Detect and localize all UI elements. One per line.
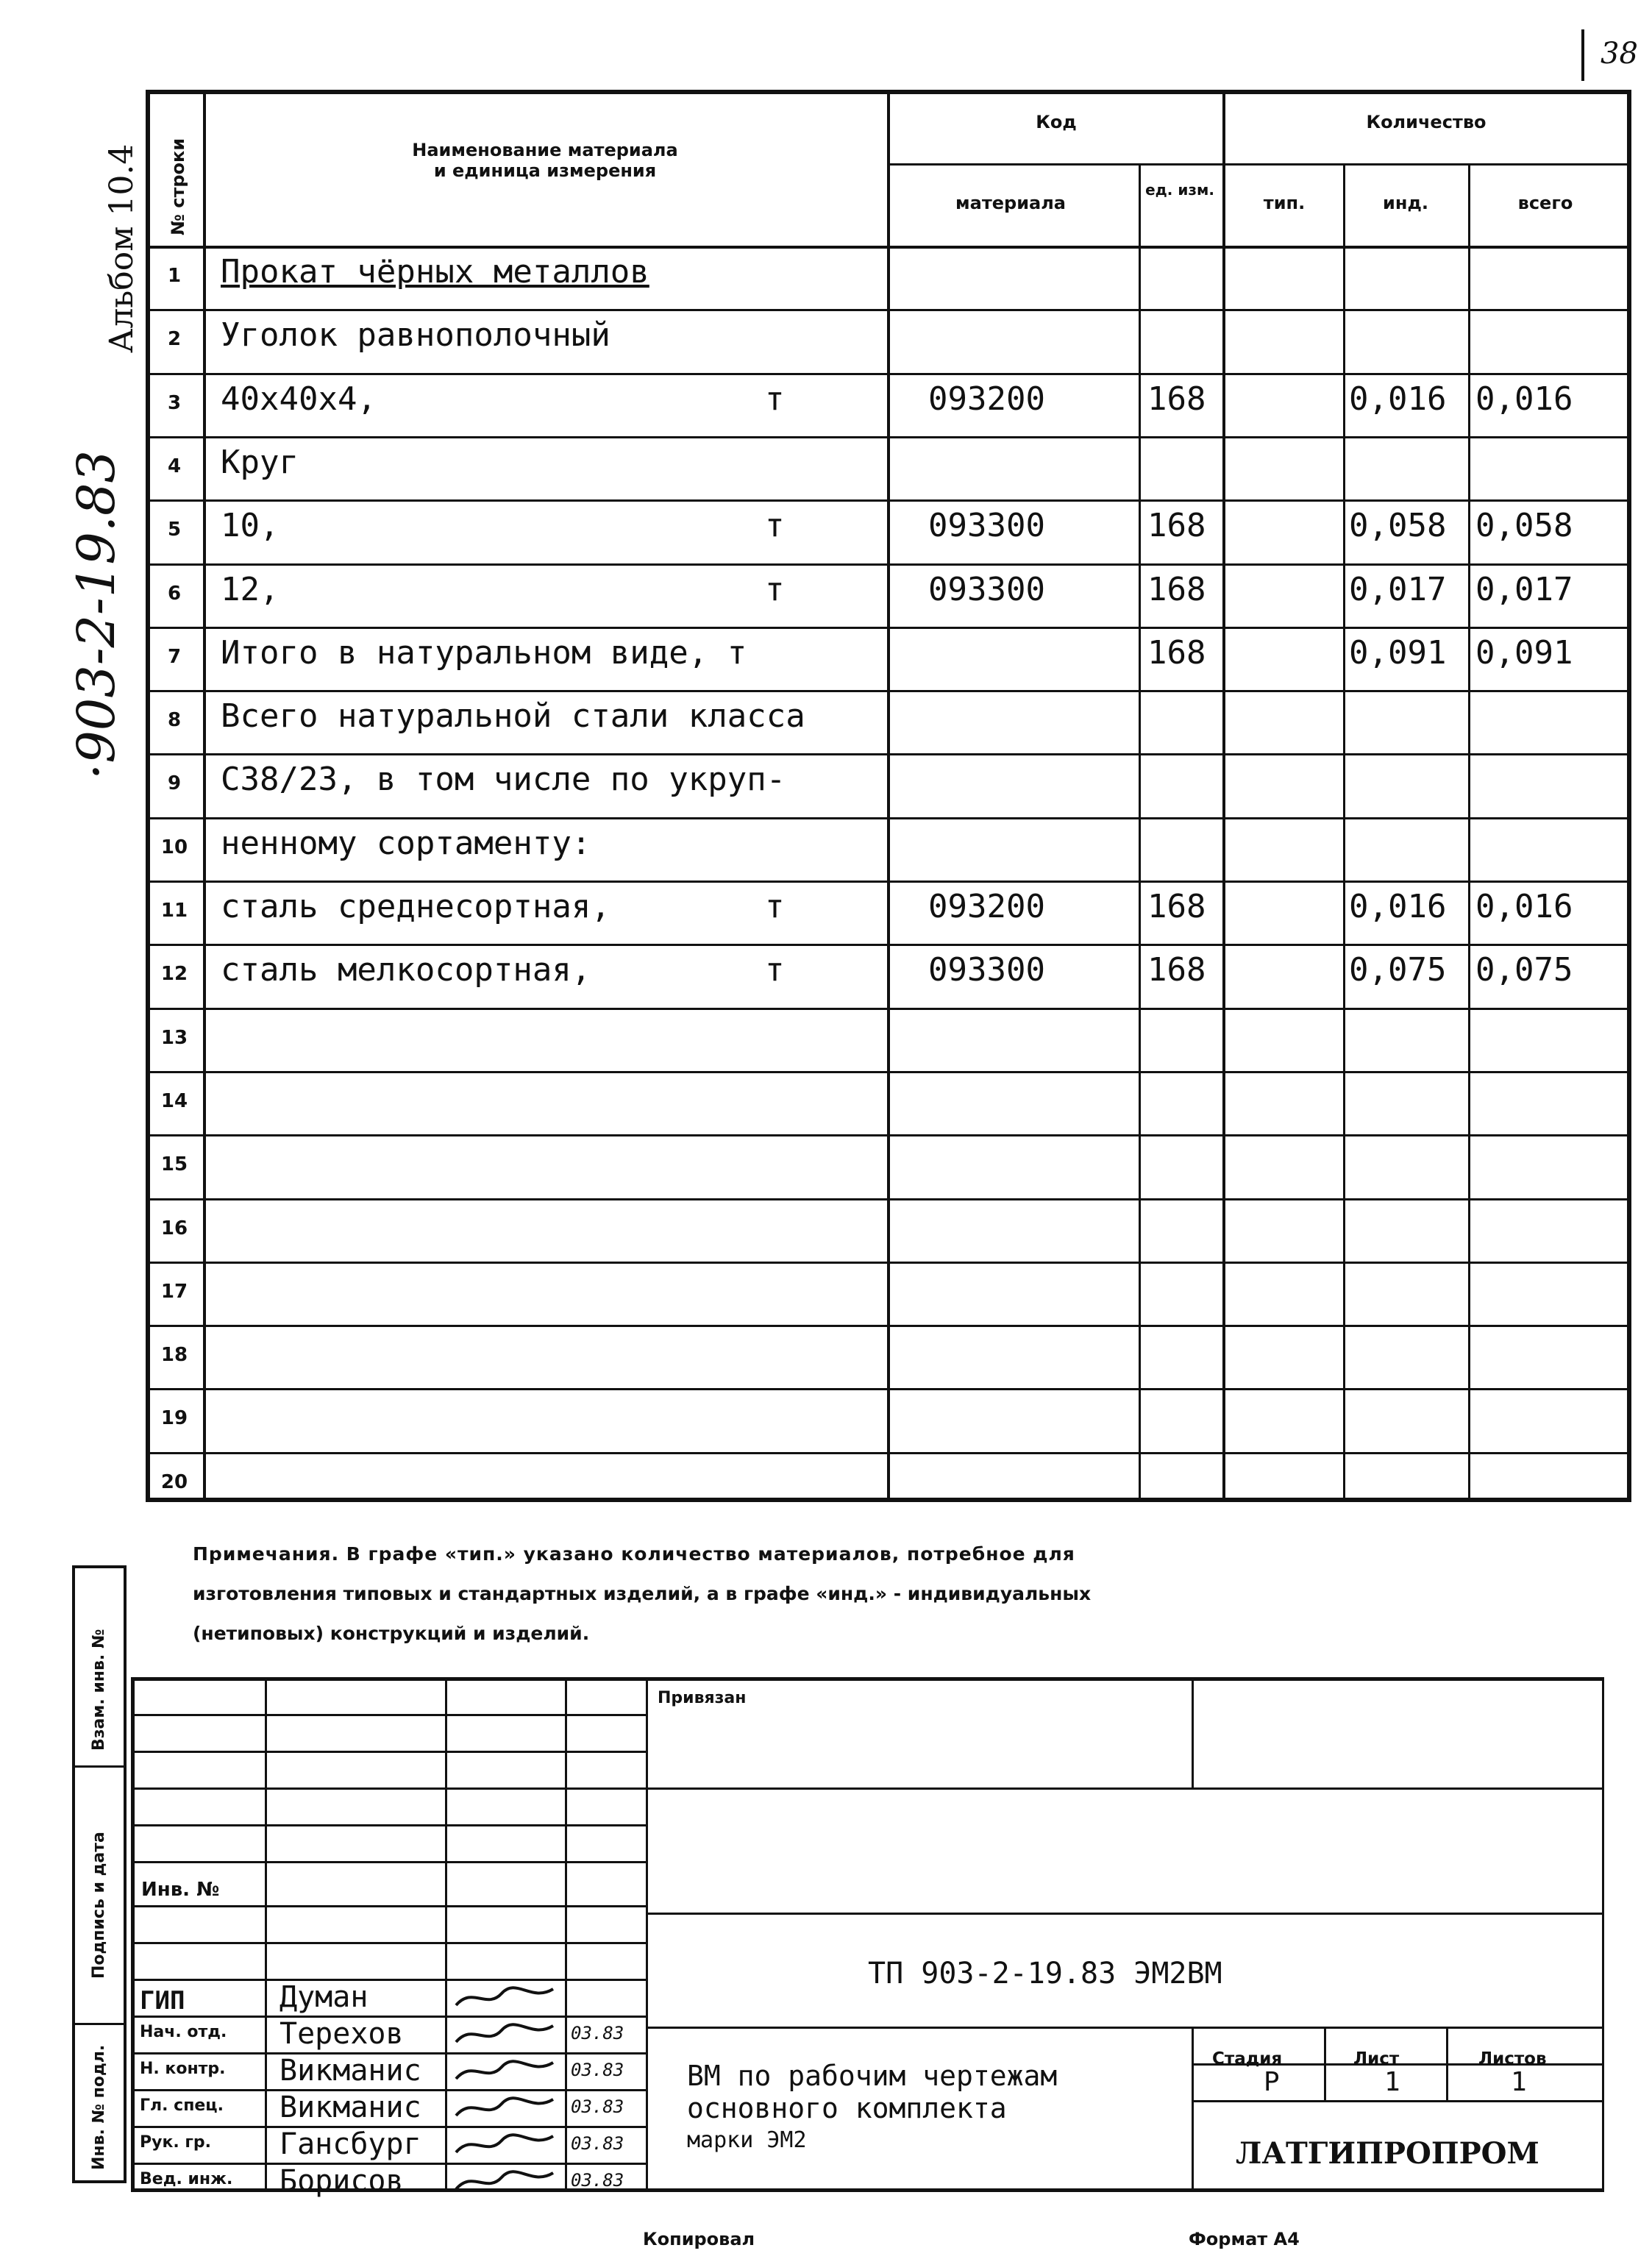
copied-label: Копировал bbox=[643, 2229, 755, 2249]
row-name: ненному сортаменту: bbox=[221, 825, 591, 862]
signer-name: Викманис bbox=[280, 2054, 421, 2088]
row-total: 0,016 bbox=[1475, 380, 1573, 418]
row-ind: 0,017 bbox=[1349, 571, 1447, 608]
row-name: 12, bbox=[221, 571, 280, 608]
row-name: Уголок равнополочный bbox=[221, 316, 610, 354]
value-sheets: 1 bbox=[1511, 2067, 1527, 2097]
row-total: 0,075 bbox=[1475, 951, 1573, 989]
stamp-row-line bbox=[646, 1913, 1602, 1915]
row-number: 15 bbox=[160, 1153, 188, 1175]
signature-icon bbox=[450, 2091, 560, 2124]
row-name: С38/23, в том числе по укруп- bbox=[221, 761, 786, 798]
stamp-row-line bbox=[131, 1905, 646, 1907]
row-number: 19 bbox=[160, 1407, 188, 1429]
header-subline bbox=[887, 163, 1627, 166]
row-number: 13 bbox=[160, 1027, 188, 1049]
row-total: 0,016 bbox=[1475, 888, 1573, 925]
side-label-inv-podl: Инв. № подл. bbox=[90, 2044, 108, 2170]
value-stage: Р bbox=[1264, 2067, 1280, 2097]
stamp-row-line bbox=[131, 1942, 646, 1944]
row-code: 093300 bbox=[928, 571, 1045, 608]
doc-title-line1: ВМ по рабочим чертежам bbox=[687, 2060, 1058, 2092]
row-ind: 0,016 bbox=[1349, 380, 1447, 418]
signature-icon bbox=[450, 2127, 560, 2161]
row-number: 14 bbox=[160, 1090, 188, 1112]
row-unit: т bbox=[765, 951, 785, 989]
page-number: 38 bbox=[1601, 37, 1638, 71]
row-name: 10, bbox=[221, 507, 280, 544]
row-number: 20 bbox=[160, 1471, 188, 1493]
doc-title-line2: основного комплекта bbox=[687, 2092, 1007, 2124]
row-number: 12 bbox=[160, 963, 188, 985]
header-code-unit: ед. изм. bbox=[1145, 181, 1214, 199]
label-sheets: Листов bbox=[1478, 2049, 1547, 2068]
row-unit-code: 168 bbox=[1147, 507, 1206, 544]
signer-name: Гансбург bbox=[280, 2127, 421, 2161]
row-ind: 0,016 bbox=[1349, 888, 1447, 925]
signer-date: 03.83 bbox=[571, 2023, 624, 2043]
row-code: 093300 bbox=[928, 507, 1045, 544]
stamp-col-line bbox=[1192, 1677, 1194, 1787]
row-unit: т bbox=[765, 888, 785, 925]
header-name bbox=[203, 140, 887, 181]
row-number: 17 bbox=[160, 1281, 188, 1303]
margin-divider-2 bbox=[72, 2023, 127, 2025]
signer-date: 03.83 bbox=[571, 2096, 624, 2117]
signer-name: Борисов bbox=[280, 2164, 404, 2198]
stamp-row-line bbox=[131, 1787, 646, 1790]
side-label-podpis: Подпись и дата bbox=[90, 1832, 108, 1979]
row-number: 16 bbox=[160, 1217, 188, 1239]
signer-date: 03.83 bbox=[571, 2170, 624, 2191]
col-line-name bbox=[887, 90, 890, 1502]
signer-role: Рук. гр. bbox=[140, 2133, 212, 2152]
row-number: 7 bbox=[167, 646, 182, 668]
row-name: Круг bbox=[221, 444, 299, 481]
label-inv-no: Инв. № bbox=[141, 1879, 220, 1901]
row-number: 5 bbox=[167, 519, 182, 541]
signer-role: Нач. отд. bbox=[140, 2023, 227, 2041]
row-number: 10 bbox=[160, 836, 188, 858]
row-code: 093200 bbox=[928, 380, 1045, 418]
row-total: 0,091 bbox=[1475, 634, 1573, 672]
doc-title bbox=[687, 2060, 1057, 2157]
stamp-col-line bbox=[1324, 2027, 1326, 2100]
header-quantity: Количество bbox=[1366, 112, 1487, 132]
stamp-col-line bbox=[565, 1677, 567, 2192]
row-unit: т bbox=[765, 380, 785, 418]
row-code: 093300 bbox=[928, 951, 1045, 989]
col-line-typ bbox=[1343, 163, 1345, 1502]
row-number: 3 bbox=[167, 392, 182, 414]
header-row-no: № строки bbox=[168, 138, 188, 235]
side-label-vzam: Взам. инв. № bbox=[90, 1629, 108, 1751]
row-name: Прокат чёрных металлов bbox=[221, 253, 649, 291]
row-number: 11 bbox=[160, 900, 188, 922]
row-unit-code: 168 bbox=[1147, 571, 1206, 608]
signer-name: Терехов bbox=[280, 2017, 404, 2051]
row-ind: 0,075 bbox=[1349, 951, 1447, 989]
document-code: ТП 903-2-19.83 ЭМ2ВМ bbox=[868, 1957, 1222, 1991]
col-line-code bbox=[1139, 163, 1141, 1502]
row-number: 1 bbox=[167, 265, 182, 287]
signer-name: Думан bbox=[280, 1980, 369, 2014]
stamp-row-line bbox=[131, 1824, 646, 1826]
stamp-col-line bbox=[445, 1677, 447, 2192]
row-number: 9 bbox=[167, 772, 182, 794]
header-qty-typ: тип. bbox=[1263, 193, 1306, 213]
row-name: Всего натуральной стали класса bbox=[221, 697, 805, 735]
project-code-handwritten: ·903-2-19.83 bbox=[66, 449, 127, 780]
signature-icon bbox=[450, 2017, 560, 2051]
stamp-col-line bbox=[265, 1677, 267, 2192]
header-code: Код bbox=[1036, 112, 1077, 132]
stamp-row-line bbox=[1192, 2100, 1602, 2102]
row-number: 18 bbox=[160, 1344, 188, 1366]
signature-icon bbox=[450, 2054, 560, 2088]
col-line-ind bbox=[1468, 163, 1470, 1502]
label-stage: Стадия bbox=[1212, 2049, 1283, 2068]
margin-divider-1 bbox=[72, 1765, 127, 1768]
album-label: Альбом 10.4 bbox=[103, 143, 140, 353]
row-unit: т bbox=[765, 507, 785, 544]
row-name: сталь среднесортная, bbox=[221, 888, 610, 925]
col-line-rowno bbox=[203, 90, 206, 1502]
row-ind: 0,058 bbox=[1349, 507, 1447, 544]
stamp-col-line bbox=[1446, 2027, 1448, 2100]
organization: ЛАТГИПРОПРОМ bbox=[1236, 2136, 1539, 2171]
row-total: 0,017 bbox=[1475, 571, 1573, 608]
row-name: 40x40x4, bbox=[221, 380, 377, 418]
row-total: 0,058 bbox=[1475, 507, 1573, 544]
stamp-row-line bbox=[646, 2027, 1602, 2029]
stamp-row-line bbox=[131, 1861, 646, 1863]
row-number: 2 bbox=[167, 328, 182, 350]
row-ind: 0,091 bbox=[1349, 634, 1447, 672]
row-number: 4 bbox=[167, 455, 182, 477]
page-number-divider bbox=[1581, 29, 1584, 81]
row-number: 6 bbox=[167, 583, 182, 605]
row-unit-code: 168 bbox=[1147, 380, 1206, 418]
stamp-row-line bbox=[131, 1714, 646, 1716]
stamp-row-line bbox=[131, 1751, 646, 1753]
row-unit: т bbox=[765, 571, 785, 608]
signer-role: Н. контр. bbox=[140, 2060, 226, 2078]
note-line3: (нетиповых) конструкций и изделий. bbox=[193, 1623, 590, 1644]
signer-role: ГИП bbox=[140, 1986, 185, 2016]
label-sheet: Лист bbox=[1353, 2049, 1400, 2068]
note-line1: Примечания. В графе «тип.» указано количество материалов, потребное для bbox=[193, 1543, 1075, 1565]
row-unit-code: 168 bbox=[1147, 634, 1206, 672]
doc-title-line3: марки ЭМ2 bbox=[687, 2127, 807, 2153]
header-name-line2: и единица измерения bbox=[433, 160, 657, 181]
signer-role: Гл. спец. bbox=[140, 2096, 224, 2115]
row-number: 8 bbox=[167, 709, 182, 731]
col-line-unit bbox=[1222, 90, 1225, 1502]
stamp-col-line bbox=[1192, 2027, 1194, 2192]
header-qty-total: всего bbox=[1517, 193, 1573, 213]
stamp-col-line bbox=[646, 1677, 648, 2192]
signature-icon bbox=[450, 1980, 560, 2014]
note bbox=[193, 1534, 1091, 1654]
header-qty-ind: инд. bbox=[1383, 193, 1428, 213]
row-unit-code: 168 bbox=[1147, 888, 1206, 925]
signer-date: 03.83 bbox=[571, 2060, 624, 2080]
stamp-col-line bbox=[1602, 1677, 1604, 2192]
header-name-line1: Наименование материала bbox=[412, 140, 678, 160]
signer-role: Вед. инж. bbox=[140, 2170, 233, 2188]
header-code-material: материала bbox=[955, 193, 1066, 213]
format-label: Формат А4 bbox=[1189, 2229, 1300, 2249]
value-sheet: 1 bbox=[1384, 2067, 1400, 2097]
label-privyazan: Привязан bbox=[658, 1689, 747, 1707]
signer-date: 03.83 bbox=[571, 2133, 624, 2154]
stamp-row-line bbox=[131, 1979, 646, 1981]
row-unit-code: 168 bbox=[1147, 951, 1206, 989]
row-name: сталь мелкосортная, bbox=[221, 951, 591, 989]
row-name: Итого в натуральном виде, т bbox=[221, 634, 747, 672]
row-code: 093200 bbox=[928, 888, 1045, 925]
signer-name: Викманис bbox=[280, 2091, 421, 2124]
stamp-row-line bbox=[646, 1787, 1602, 1790]
note-line2: изготовления типовых и стандартных изделий, а в графе «инд.» - индивидуальных bbox=[193, 1583, 1092, 1604]
signature-icon bbox=[450, 2164, 560, 2198]
